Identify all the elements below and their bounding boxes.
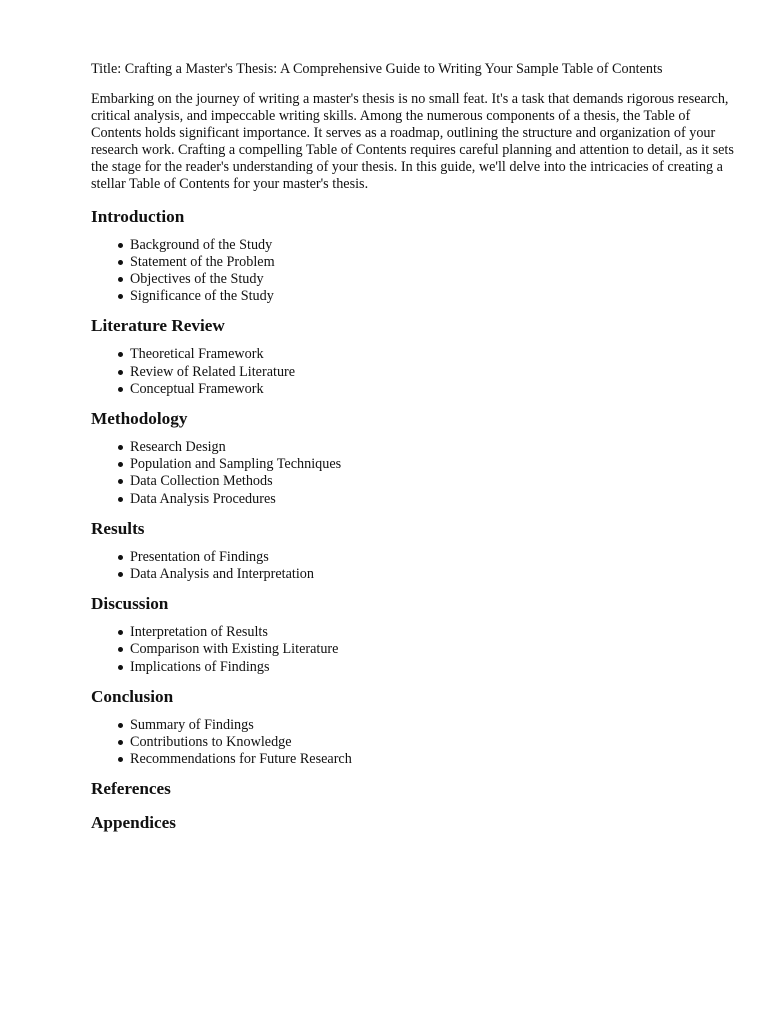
- list-item-label: Contributions to Knowledge: [130, 734, 292, 751]
- list-item-label: Significance of the Study: [130, 288, 274, 305]
- list-item-label: Data Collection Methods: [130, 473, 273, 490]
- list-item: [118, 439, 741, 456]
- bullet-icon: [118, 723, 123, 728]
- bullet-icon: [118, 479, 123, 484]
- section-introduction: [91, 206, 741, 306]
- section-conclusion: [91, 686, 741, 769]
- bullet-icon: [118, 370, 123, 375]
- bullet-icon: [118, 294, 123, 299]
- list-item-label: Summary of Findings: [130, 716, 254, 733]
- list-item: [118, 624, 741, 641]
- list-item: [118, 271, 741, 288]
- document-title: Title: Crafting a Master's Thesis: A Comprehensive Guide to Writing Your Sample Table of Contents: [91, 61, 663, 77]
- list-item: [118, 751, 741, 768]
- list-item: [118, 491, 741, 508]
- list-item-label: Theoretical Framework: [130, 346, 264, 363]
- section-heading: Discussion: [91, 594, 169, 614]
- section-list: [91, 439, 741, 508]
- list-item-label: Conceptual Framework: [130, 380, 264, 397]
- list-item-label: Interpretation of Results: [130, 624, 268, 641]
- list-item: [118, 641, 741, 658]
- list-item: [118, 717, 741, 734]
- bullet-icon: [118, 445, 123, 450]
- bullet-icon: [118, 757, 123, 762]
- list-item: [118, 381, 741, 398]
- section-list: [91, 346, 741, 398]
- list-item-label: Recommendations for Future Research: [130, 751, 352, 768]
- section-list: [91, 549, 741, 583]
- list-item-label: Background of the Study: [130, 236, 273, 253]
- section-list: [91, 717, 741, 769]
- section-list: [91, 237, 741, 306]
- list-item: [118, 473, 741, 490]
- bullet-icon: [118, 572, 123, 577]
- section-heading: Conclusion: [91, 686, 174, 706]
- bullet-icon: [118, 647, 123, 652]
- list-item: [118, 549, 741, 566]
- intro-paragraph: Embarking on the journey of writing a master's thesis is no small feat. It's a task that demands rigorous research, critical analysis, and impeccable writing skills. Among the numerous components of a thesis, the Table of Contents holds significant importance. It serves as a roadmap, outlining the structure and organization of your research work. Crafting a compelling Table of Contents requires careful planning and attention to detail, as it sets the stage for the reader's understanding of your thesis. In this guide, we'll delve into the intricacies of creating a stellar Table of Contents for your master's thesis.: [91, 91, 734, 193]
- list-item-label: Comparison with Existing Literature: [130, 641, 339, 658]
- list-item-label: Data Analysis and Interpretation: [130, 566, 314, 582]
- list-item-label: Presentation of Findings: [130, 548, 269, 565]
- list-item-label: Data Analysis Procedures: [130, 490, 276, 507]
- section-references: [91, 778, 741, 800]
- bullet-icon: [118, 352, 123, 357]
- list-item: [118, 254, 741, 271]
- document-page: [91, 60, 741, 846]
- section-literature-review: [91, 315, 741, 398]
- list-item-label: Implications of Findings: [130, 658, 270, 675]
- section-heading: Methodology: [91, 408, 188, 428]
- section-heading: Results: [91, 518, 145, 538]
- bullet-icon: [118, 555, 123, 560]
- list-item-label: Statement of the Problem: [130, 253, 275, 270]
- section-heading: Appendices: [91, 813, 176, 833]
- bullet-icon: [118, 243, 123, 248]
- section-heading: References: [91, 779, 171, 799]
- bullet-icon: [118, 277, 123, 282]
- table-of-contents: [91, 206, 741, 835]
- section-list: [91, 624, 741, 676]
- list-item: [118, 659, 741, 676]
- list-item: [118, 364, 741, 381]
- section-heading: Literature Review: [91, 316, 225, 336]
- bullet-icon: [118, 665, 123, 670]
- list-item-label: Review of Related Literature: [130, 363, 296, 380]
- list-item-label: Research Design: [130, 438, 226, 455]
- list-item: [118, 566, 741, 583]
- bullet-icon: [118, 260, 123, 265]
- bullet-icon: [118, 630, 123, 635]
- bullet-icon: [118, 497, 123, 502]
- list-item-label: Population and Sampling Techniques: [130, 456, 342, 473]
- section-appendices: [91, 812, 741, 834]
- bullet-icon: [118, 740, 123, 745]
- list-item: [118, 456, 741, 473]
- section-heading: Introduction: [91, 206, 185, 226]
- list-item: [118, 734, 741, 751]
- list-item: [118, 346, 741, 363]
- section-methodology: [91, 408, 741, 508]
- bullet-icon: [118, 387, 123, 392]
- section-discussion: [91, 593, 741, 676]
- section-results: [91, 518, 741, 583]
- bullet-icon: [118, 462, 123, 467]
- list-item: [118, 237, 741, 254]
- list-item: [118, 288, 741, 305]
- list-item-label: Objectives of the Study: [130, 270, 264, 287]
